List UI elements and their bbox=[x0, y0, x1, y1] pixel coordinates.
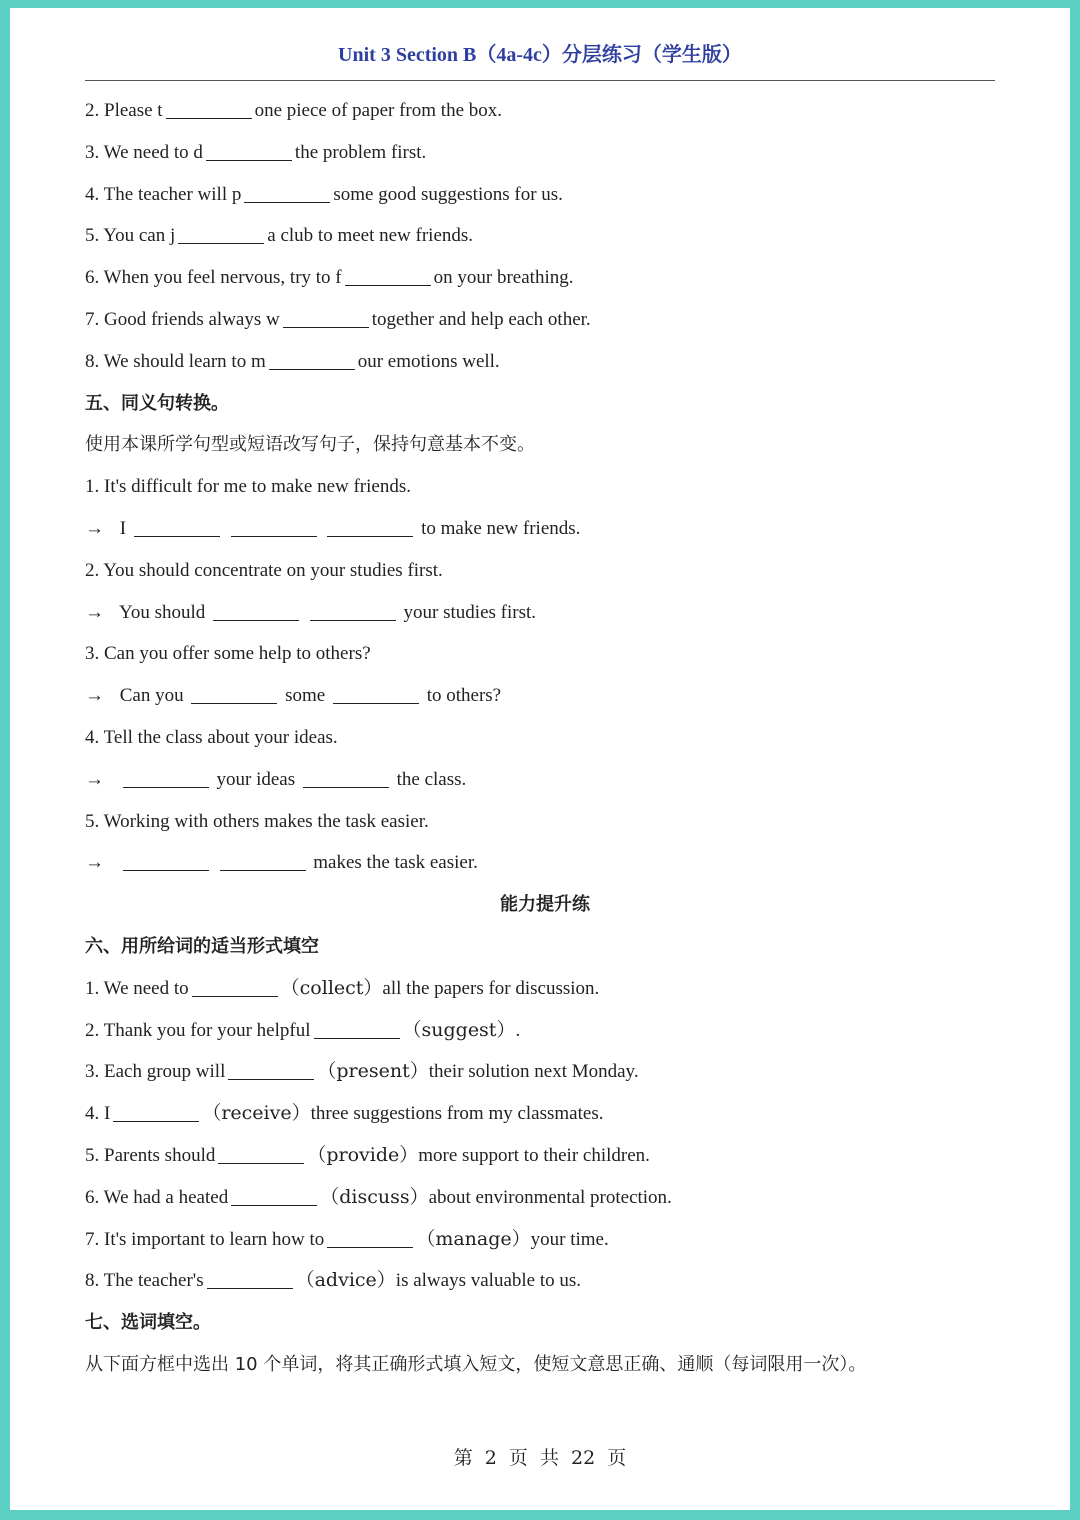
worksheet-content bbox=[85, 90, 1005, 1386]
item-text-before: 4. I bbox=[85, 1103, 111, 1125]
section-title: 能力提升练 bbox=[500, 894, 590, 916]
answer-blank[interactable] bbox=[327, 535, 413, 537]
item-number: 8. bbox=[85, 350, 100, 372]
item-text-after: all the papers for discussion. bbox=[382, 977, 600, 999]
part6-item bbox=[85, 1135, 1005, 1177]
given-word: （provide） bbox=[307, 1143, 419, 1166]
item-number: 5. bbox=[85, 225, 100, 247]
part4-item bbox=[85, 215, 1005, 257]
answer-blank[interactable] bbox=[123, 786, 209, 788]
answer-blank[interactable] bbox=[218, 1162, 304, 1164]
part4-item bbox=[85, 90, 1005, 132]
part6-item bbox=[85, 1010, 1005, 1052]
item-number: 2. bbox=[85, 100, 100, 121]
item-text-after: on your breathing. bbox=[433, 267, 574, 289]
worksheet-page bbox=[10, 8, 1070, 1510]
answer-blank[interactable] bbox=[207, 1287, 293, 1289]
answer-blank[interactable] bbox=[314, 1037, 400, 1039]
answer-blank[interactable] bbox=[192, 995, 278, 997]
item-number: 3. bbox=[85, 141, 100, 163]
item-text-after: is always valuable to us. bbox=[395, 1270, 582, 1292]
item-text-after: one piece of paper from the box. bbox=[254, 100, 503, 121]
item-text-before: The teacher will p bbox=[103, 183, 242, 205]
answer-blank[interactable] bbox=[178, 242, 264, 244]
item-text-after: together and help each other. bbox=[371, 308, 591, 330]
item-text-before: 5. Parents should bbox=[85, 1144, 216, 1166]
given-word: （manage） bbox=[416, 1227, 531, 1250]
part5-rewrite-3 bbox=[85, 675, 1005, 717]
item-text-after: . bbox=[515, 1019, 521, 1041]
answer-blank[interactable] bbox=[228, 1078, 314, 1080]
item-text-before: 1. We need to bbox=[85, 977, 189, 999]
answer-blank[interactable] bbox=[206, 159, 292, 161]
item-text-before: Good friends always w bbox=[104, 308, 280, 330]
rewrite-text: I bbox=[119, 517, 127, 539]
rewrite-text: the class. bbox=[396, 768, 467, 790]
part6-heading: 六、用所给词的适当形式填空 bbox=[85, 935, 319, 957]
item-text-before: 7. It's important to learn how to bbox=[85, 1228, 325, 1250]
item-text-after: our emotions well. bbox=[357, 350, 500, 372]
page-header-title: Unit 3 Section B（4a-4c）分层练习（学生版） bbox=[338, 44, 742, 66]
part6-item bbox=[85, 1177, 1005, 1219]
rewrite-text: to make new friends. bbox=[421, 517, 581, 539]
part5-original-4: 4. Tell the class about your ideas. bbox=[85, 726, 338, 748]
part6-item bbox=[85, 1260, 1005, 1302]
answer-blank[interactable] bbox=[327, 1246, 413, 1248]
part7-instruction: 从下面方框中选出 10 个单词，将其正确形式填入短文，使短文意思正确、通顺（每词限用一次）。 bbox=[85, 1353, 867, 1375]
item-text-before: We need to d bbox=[103, 141, 203, 163]
item-text-after: more support to their children. bbox=[418, 1144, 650, 1166]
rewrite-text: You should bbox=[119, 601, 206, 623]
answer-blank[interactable] bbox=[123, 869, 209, 871]
part5-original-2: 2. You should concentrate on your studies first. bbox=[85, 559, 443, 581]
part4-item bbox=[85, 132, 1005, 174]
given-word: （collect） bbox=[280, 976, 383, 999]
answer-blank[interactable] bbox=[213, 619, 299, 621]
arrow-icon: → bbox=[85, 852, 104, 874]
page-footer: 第 2 页 共 22 页 bbox=[453, 1447, 627, 1469]
rewrite-text: Can you bbox=[119, 685, 184, 707]
item-text-after: their solution next Monday. bbox=[428, 1061, 639, 1083]
part7-heading: 七、选词填空。 bbox=[85, 1312, 211, 1334]
part4-item bbox=[85, 341, 1005, 383]
item-text-after: about environmental protection. bbox=[428, 1186, 672, 1208]
item-number: 4. bbox=[85, 183, 100, 205]
part5-instruction: 使用本课所学句型或短语改写句子，保持句意基本不变。 bbox=[85, 434, 535, 456]
given-word: （discuss） bbox=[320, 1185, 429, 1208]
answer-blank[interactable] bbox=[231, 535, 317, 537]
arrow-icon: → bbox=[85, 768, 104, 790]
part5-original-3: 3. Can you offer some help to others? bbox=[85, 643, 371, 665]
item-text-before: 8. The teacher's bbox=[85, 1270, 204, 1292]
item-text-after: three suggestions from my classmates. bbox=[310, 1103, 604, 1125]
part4-item bbox=[85, 299, 1005, 341]
rewrite-text: some bbox=[285, 685, 326, 707]
item-text-before: You can j bbox=[103, 225, 176, 247]
part5-rewrite-1 bbox=[85, 508, 1005, 550]
item-text-before: 3. Each group will bbox=[85, 1061, 226, 1083]
item-text-before: 6. We had a heated bbox=[85, 1186, 229, 1208]
item-text-before: We should learn to m bbox=[103, 350, 266, 372]
answer-blank[interactable] bbox=[244, 201, 330, 203]
item-text-before: 2. Thank you for your helpful bbox=[85, 1019, 311, 1041]
arrow-icon: → bbox=[85, 601, 104, 623]
header-divider bbox=[85, 80, 995, 81]
part5-rewrite-5 bbox=[85, 842, 1005, 884]
answer-blank[interactable] bbox=[345, 284, 431, 286]
part4-item bbox=[85, 174, 1005, 216]
answer-blank[interactable] bbox=[134, 535, 220, 537]
arrow-icon: → bbox=[85, 517, 104, 539]
part5-original-1: 1. It's difficult for me to make new friends. bbox=[85, 476, 411, 498]
answer-blank[interactable] bbox=[231, 1204, 317, 1206]
given-word: （suggest） bbox=[402, 1018, 516, 1041]
answer-blank[interactable] bbox=[220, 869, 306, 871]
part5-rewrite-2 bbox=[85, 592, 1005, 634]
item-text-after: your time. bbox=[530, 1228, 609, 1250]
item-text-after: some good suggestions for us. bbox=[333, 183, 563, 205]
rewrite-text: makes the task easier. bbox=[313, 852, 478, 874]
answer-blank[interactable] bbox=[333, 702, 419, 704]
item-text-before: Please t bbox=[104, 100, 163, 121]
answer-blank[interactable] bbox=[191, 702, 277, 704]
item-number: 7. bbox=[85, 308, 100, 330]
item-text-before: When you feel nervous, try to f bbox=[103, 267, 342, 289]
answer-blank[interactable] bbox=[113, 1120, 199, 1122]
part6-list bbox=[85, 968, 1005, 1302]
arrow-icon: → bbox=[85, 685, 104, 707]
answer-blank[interactable] bbox=[269, 368, 355, 370]
part5-rewrite-4 bbox=[85, 759, 1005, 801]
item-number: 6. bbox=[85, 267, 100, 289]
part5-original-5: 5. Working with others makes the task easier. bbox=[85, 810, 429, 832]
answer-blank[interactable] bbox=[166, 117, 252, 119]
answer-blank[interactable] bbox=[283, 326, 369, 328]
answer-blank[interactable] bbox=[310, 619, 396, 621]
answer-blank[interactable] bbox=[303, 786, 389, 788]
given-word: （present） bbox=[317, 1060, 429, 1083]
rewrite-text: your studies first. bbox=[403, 601, 537, 623]
rewrite-text: to others? bbox=[426, 685, 502, 707]
item-text-after: a club to meet new friends. bbox=[267, 225, 474, 247]
rewrite-text: your ideas bbox=[216, 768, 296, 790]
part5-heading: 五、同义句转换。 bbox=[85, 392, 229, 414]
given-word: （receive） bbox=[202, 1102, 311, 1125]
given-word: （advice） bbox=[295, 1269, 396, 1292]
part6-item bbox=[85, 1051, 1005, 1093]
part6-item bbox=[85, 1219, 1005, 1261]
part4-item bbox=[85, 257, 1005, 299]
part6-item bbox=[85, 968, 1005, 1010]
item-text-after: the problem first. bbox=[294, 141, 427, 163]
part4-list bbox=[85, 90, 1005, 383]
part6-item bbox=[85, 1093, 1005, 1135]
